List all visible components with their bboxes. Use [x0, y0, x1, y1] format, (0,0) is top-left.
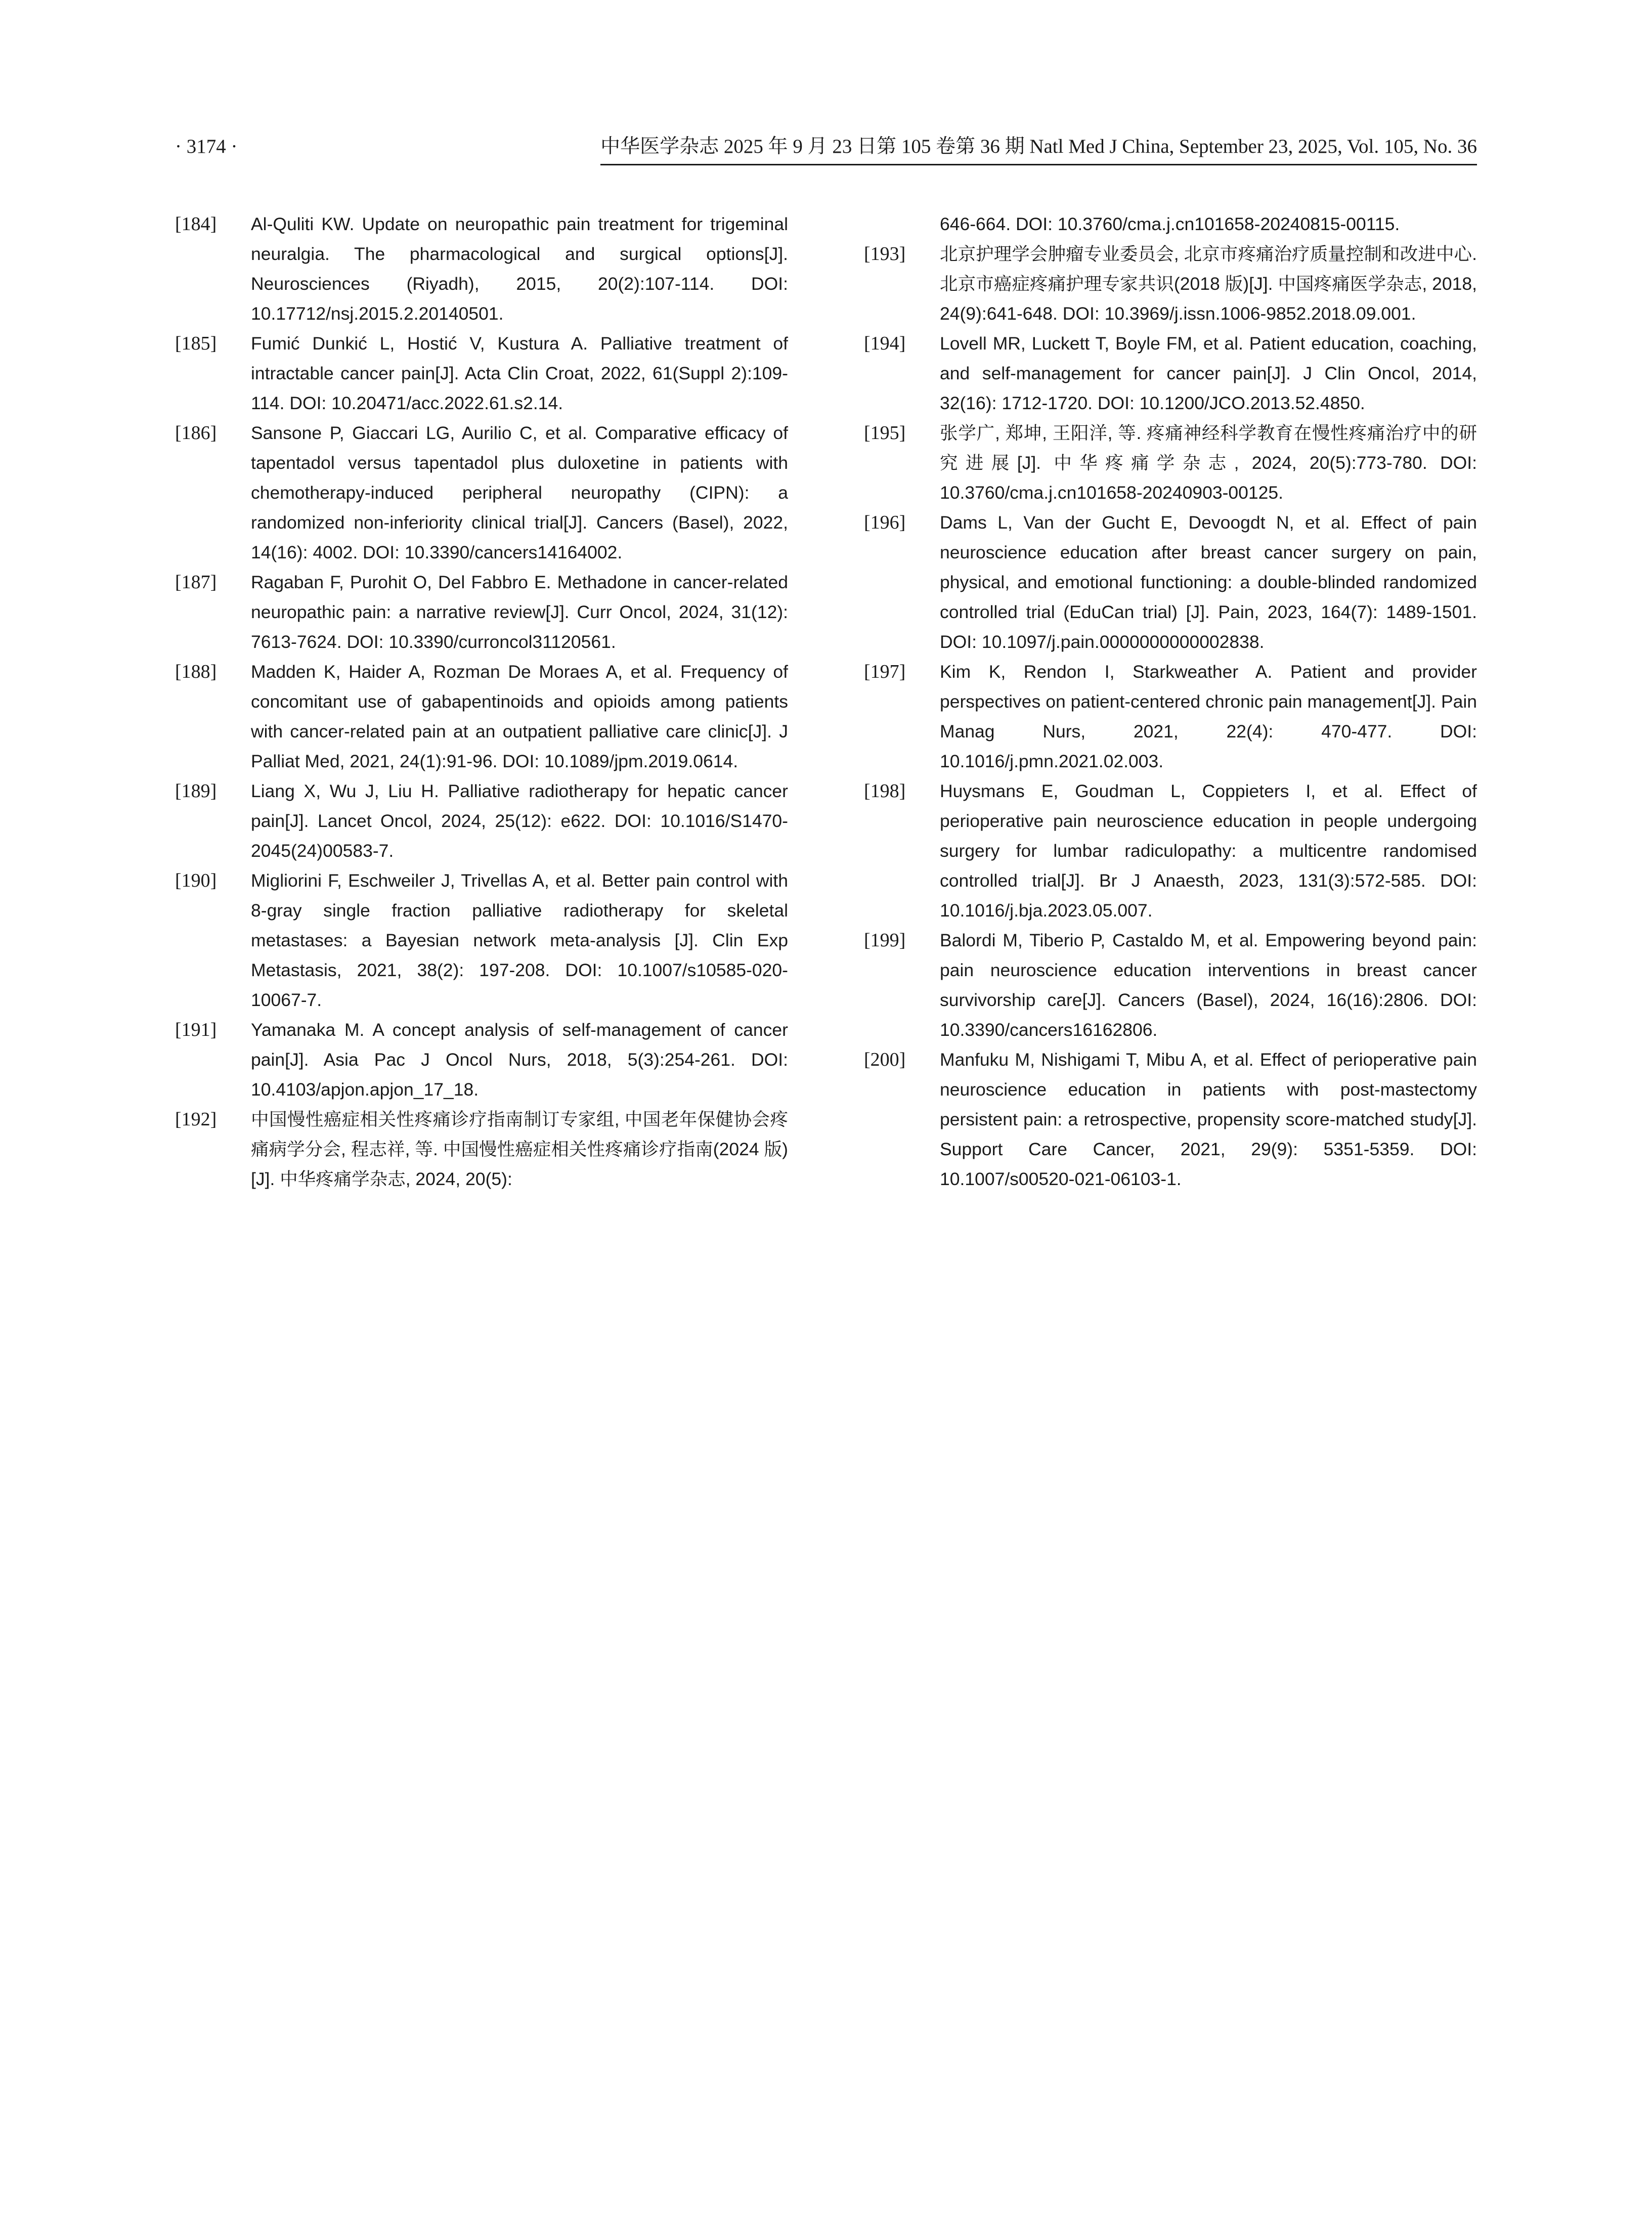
page-number: · 3174 · — [175, 136, 238, 157]
reference-entry — [864, 418, 1477, 508]
reference-number: [191] — [175, 1019, 217, 1040]
reference-text: Manfuku M, Nishigami T, Mibu A, et al. Effect of perioperative pain neuroscience education in patients with post-mastectomy persistent pain: a retrospective, propensity score-matched study[J]. Support Care Cancer, 2021, 29(9): 5351-5359. DOI: 10.1007/s00520-021-06103-1. — [940, 1050, 1477, 1189]
reference-number: [185] — [175, 333, 217, 354]
reference-entry — [175, 776, 788, 866]
reference-number: [193] — [864, 243, 906, 265]
reference-entry — [175, 568, 788, 657]
reference-entry — [175, 866, 788, 1015]
reference-entry — [175, 1015, 788, 1105]
reference-number: [199] — [864, 930, 906, 951]
reference-text: 张学广, 郑坤, 王阳洋, 等. 疼痛神经科学教育在慢性疼痛治疗中的研究进展[J]. 中华疼痛学杂志, 2024, 20(5):773-780. DOI: 10.3760/cma.j.cn101658-20240903-00125. — [940, 423, 1477, 503]
reference-text: Liang X, Wu J, Liu H. Palliative radiotherapy for hepatic cancer pain[J]. Lancet Oncol, 2024, 25(12): e622. DOI: 10.1016/S1470-2045(24)00583-7. — [251, 781, 788, 861]
reference-text: Huysmans E, Goudman L, Coppieters I, et al. Effect of perioperative pain neuroscience education in people undergoing surgery for lumbar radiculopathy: a multicentre randomised controlled trial[J]. Br J Anaesth, 2023, 131(3):572-585. DOI: 10.1016/j.bja.2023.05.007. — [940, 781, 1477, 921]
reference-number: [188] — [175, 661, 217, 682]
reference-text: Al-Quliti KW. Update on neuropathic pain treatment for trigeminal neuralgia. The pharmacological and surgical options[J]. Neurosciences (Riyadh), 2015, 20(2):107-114. DOI: 10.17712/nsj.2015.2.20140501. — [251, 214, 788, 324]
reference-text: 中国慢性癌症相关性疼痛诊疗指南制订专家组, 中国老年保健协会疼痛病学分会, 程志祥, 等. 中国慢性癌症相关性疼痛诊疗指南(2024 版)[J]. 中华疼痛学杂志, 2024, 20(5): — [251, 1109, 788, 1189]
reference-text: Ragaban F, Purohit O, Del Fabbro E. Methadone in cancer-related neuropathic pain: a narrative review[J]. Curr Oncol, 2024, 31(12): 7613-7624. DOI: 10.3390/curroncol31120561. — [251, 572, 788, 652]
reference-entry — [864, 776, 1477, 926]
reference-number: [196] — [864, 512, 906, 533]
reference-number: [186] — [175, 422, 217, 444]
reference-entry — [864, 1045, 1477, 1194]
reference-entry — [175, 209, 788, 329]
reference-text: Dams L, Van der Gucht E, Devoogdt N, et al. Effect of pain neuroscience education after breast cancer surgery on pain, physical, and emotional functioning: a double-blinded randomized controlled trial (EduCan trial) [J]. Pain, 2023, 164(7): 1489-1501. DOI: 10.1097/j.pain.0000000000002838. — [940, 512, 1477, 652]
reference-text: Fumić Dunkić L, Hostić V, Kustura A. Palliative treatment of intractable cancer pain[J]. Acta Clin Croat, 2022, 61(Suppl 2):109-114. DOI: 10.20471/acc.2022.61.s2.14. — [251, 333, 788, 413]
reference-text: Kim K, Rendon I, Starkweather A. Patient and provider perspectives on patient-centered chronic pain management[J]. Pain Manag Nurs, 2021, 22(4): 470-477. DOI: 10.1016/j.pmn.2021.02.003. — [940, 662, 1477, 771]
reference-text: 北京护理学会肿瘤专业委员会, 北京市疼痛治疗质量控制和改进中心. 北京市癌症疼痛护理专家共识(2018 版)[J]. 中国疼痛医学杂志, 2018, 24(9):641-648. DOI: 10.3969/j.issn.1006-9852.2018.09.001. — [940, 244, 1477, 324]
reference-number: [184] — [175, 213, 217, 235]
reference-text: Sansone P, Giaccari LG, Aurilio C, et al. Comparative efficacy of tapentadol versus tapentadol plus duloxetine in patients with chemotherapy-induced peripheral neuropathy (CIPN): a randomized non-inferiority clinical trial[J]. Cancers (Basel), 2022, 14(16): 4002. DOI: 10.3390/cancers14164002. — [251, 423, 788, 562]
reference-text: Yamanaka M. A concept analysis of self-management of cancer pain[J]. Asia Pac J Oncol Nurs, 2018, 5(3):254-261. DOI: 10.4103/apjon.apjon_17_18. — [251, 1020, 788, 1100]
reference-number: [197] — [864, 661, 906, 682]
reference-number: [200] — [864, 1049, 906, 1070]
reference-number: [187] — [175, 572, 217, 593]
reference-entry — [175, 657, 788, 776]
reference-text: Lovell MR, Luckett T, Boyle FM, et al. Patient education, coaching, and self-management for cancer pain[J]. J Clin Oncol, 2014, 32(16): 1712-1720. DOI: 10.1200/JCO.2013.52.4850. — [940, 333, 1477, 413]
reference-entry — [864, 329, 1477, 418]
reference-text: Migliorini F, Eschweiler J, Trivellas A, et al. Better pain control with 8-gray single fraction palliative radiotherapy for skeletal metastases: a Bayesian network meta-analysis [J]. Clin Exp Metastasis, 2021, 38(2): 197-208. DOI: 10.1007/s10585-020-10067-7. — [251, 870, 788, 1010]
reference-continuation: 646-664. DOI: 10.3760/cma.j.cn101658-20240815-00115. — [940, 214, 1400, 234]
reference-number: [194] — [864, 333, 906, 354]
reference-number: [195] — [864, 422, 906, 444]
reference-number: [192] — [175, 1109, 217, 1130]
reference-entry — [175, 329, 788, 418]
reference-number: [198] — [864, 780, 906, 802]
reference-entry — [864, 926, 1477, 1045]
reference-column-right — [864, 209, 1477, 1194]
reference-entry — [864, 508, 1477, 657]
reference-entry — [175, 1105, 788, 1194]
reference-entry — [864, 239, 1477, 329]
reference-number: [190] — [175, 870, 217, 891]
reference-text: Balordi M, Tiberio P, Castaldo M, et al. Empowering beyond pain: pain neuroscience education interventions in breast cancer survivorship care[J]. Cancers (Basel), 2024, 16(16):2806. DOI: 10.3390/cancers16162806. — [940, 930, 1477, 1040]
journal-running-head: 中华医学杂志 2025 年 9 月 23 日第 105 卷第 36 期 Natl Med J China, September 23, 2025, Vol. 105, No. 36 — [600, 133, 1477, 165]
reference-entry — [175, 418, 788, 568]
reference-text: Madden K, Haider A, Rozman De Moraes A, et al. Frequency of concomitant use of gabapentinoids and opioids among patients with cancer-related pain at an outpatient palliative care clinic[J]. J Palliat Med, 2021, 24(1):91-96. DOI: 10.1089/jpm.2019.0614. — [251, 662, 788, 771]
reference-entry — [864, 657, 1477, 776]
page-header — [175, 133, 1477, 161]
reference-column-left — [175, 209, 788, 1194]
reference-number: [189] — [175, 780, 217, 802]
